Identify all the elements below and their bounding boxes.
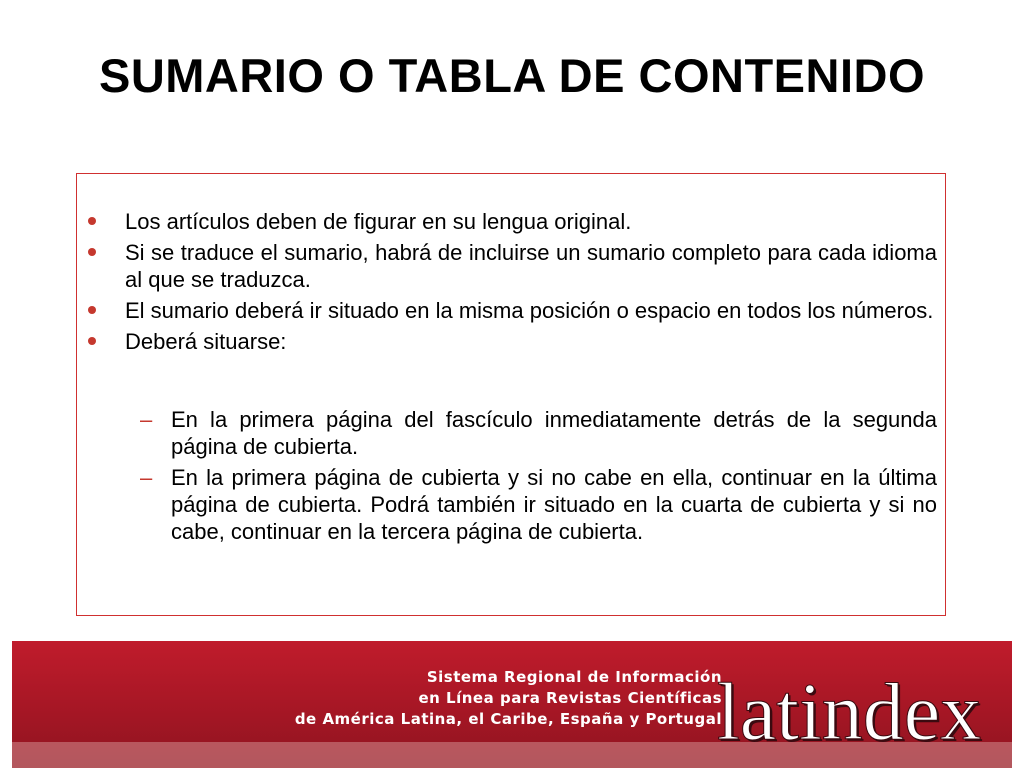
sub-bullet-item (140, 406, 937, 460)
bullet-item (125, 328, 937, 355)
footer-line-1: Sistema Regional de Información (426, 668, 722, 686)
bullet-text: Si se traduce el sumario, habrá de incluirse un sumario completo para cada idioma al que se traduzca. (125, 240, 937, 292)
bullet-dot-icon (88, 337, 96, 345)
content-box (76, 173, 946, 616)
dash-icon: – (140, 465, 153, 490)
bullet-list (77, 208, 945, 359)
sub-bullet-list (77, 406, 945, 549)
bullet-dot-icon (88, 217, 96, 225)
bullet-item (125, 239, 937, 293)
sub-bullet-item (140, 464, 937, 545)
bullet-text: Deberá situarse: (125, 329, 287, 354)
footer-banner (12, 641, 1012, 768)
bullet-text: Los artículos deben de figurar en su lengua original. (125, 209, 632, 234)
latindex-logo: latindex (717, 666, 982, 757)
sub-bullet-text: En la primera página de cubierta y si no cabe en ella, continuar en la última página de cubierta. Podrá también ir situado en la cuarta de cubierta y si no cabe, continuar en la tercera página de cubierta. (171, 465, 937, 544)
sub-bullet-text: En la primera página del fascículo inmediatamente detrás de la segunda página de cubierta. (171, 407, 937, 459)
bullet-item (125, 208, 937, 235)
footer-line-3: de América Latina, el Caribe, España y Portugal (294, 710, 722, 728)
bullet-item (125, 297, 937, 324)
bullet-dot-icon (88, 306, 96, 314)
bullet-text: El sumario deberá ir situado en la misma posición o espacio en todos los números. (125, 298, 934, 323)
dash-icon: – (140, 407, 153, 432)
bullet-dot-icon (88, 248, 96, 256)
footer-line-2: en Línea para Revistas Científicas (418, 689, 722, 707)
slide-title: SUMARIO O TABLA DE CONTENIDO (98, 49, 926, 102)
